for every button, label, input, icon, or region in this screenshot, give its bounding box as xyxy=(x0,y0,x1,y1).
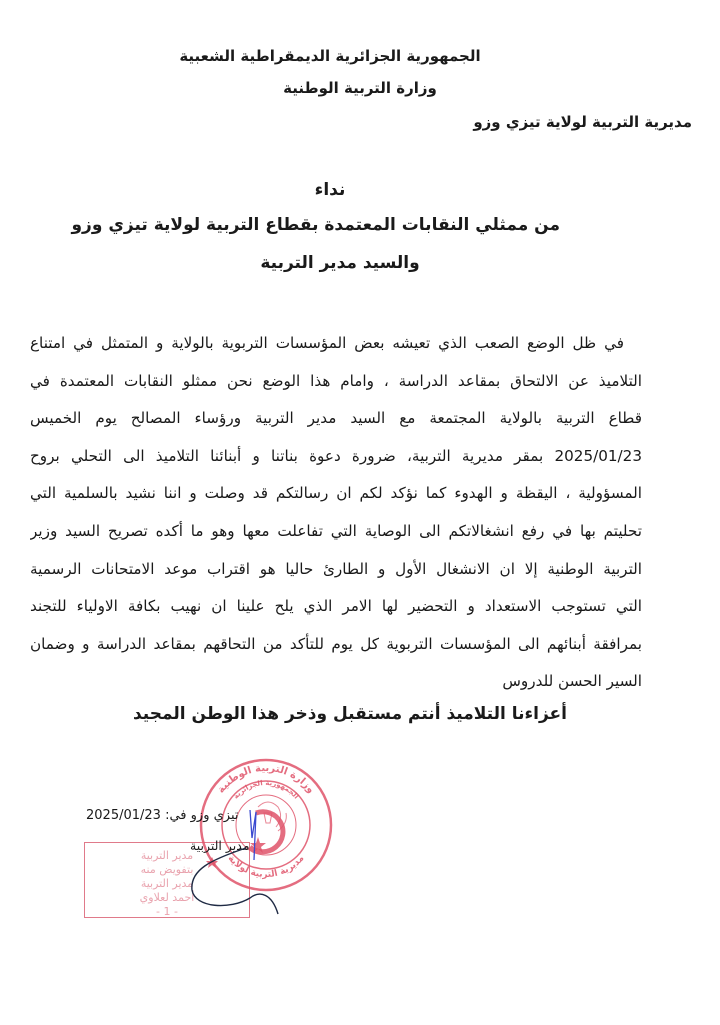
body-line: المسؤولية ، اليقظة و الهدوء كما نؤكد لكم ان رسالتكم قد وصلت و اننا نشيد بالسلمية التي xyxy=(30,484,642,503)
document-heading: نداء xyxy=(314,180,346,200)
stamp-line: مدير التربية xyxy=(140,877,194,890)
signer-title: مدير التربية xyxy=(190,838,250,853)
seal-inner-text: الجمهورية الجزائرية xyxy=(231,778,301,801)
document-title: من ممثلي النقابات المعتمدة بقطاع التربية لولاية تيزي وزو xyxy=(71,215,560,235)
stamp-line: - 1 - xyxy=(156,905,178,918)
document-body xyxy=(30,325,642,701)
stamp-line: مدير التربية xyxy=(140,849,194,862)
header-republic: الجمهورية الجزائرية الديمقراطية الشعبية xyxy=(179,47,481,65)
header-ministry: وزارة التربية الوطنية xyxy=(283,79,437,97)
stamp-line: أحمد لعلاوي xyxy=(139,891,195,904)
body-line: تحليتم بها في رفع انشغالاتكم الى الوصاية التي تفاعلت معها وهو ما أكده تصريح السيد وزير xyxy=(30,521,642,540)
body-line: في ظل الوضع الصعب الذي تعيشه بعض المؤسسات التربوية بالولاية و المتمثل في امتناع xyxy=(30,334,624,352)
place-date: تيزي وزو في: 2025/01/23 xyxy=(86,808,239,823)
seal-outer-text: وزارة التربية الوطنية xyxy=(215,762,317,796)
body-line: السير الحسن للدروس xyxy=(502,672,642,691)
body-line: 2025/01/23 بمقر مديرية التربية، ضرورة دعوة بناتنا و أبنائنا التلاميذ الى التحلي بروح xyxy=(30,446,642,465)
body-line: بمرافقة أبنائهم الى المؤسسات التربوية كل يوم للتأكد من التحاقهم بمقاعد الدراسة و وضمان xyxy=(30,634,642,653)
body-line: التربية الوطنية إلا ان الانشغال الأول و الطارئ حاليا هو اقتراب موعد الامتحانات الرسمية xyxy=(30,559,642,578)
signature-icon xyxy=(100,790,330,930)
body-line: قطاع التربية بالولاية المجتمعة مع السيد مدير التربية ورؤساء المصالح يوم الخميس xyxy=(30,409,642,428)
closing-statement: أعزاءنا التلاميذ أنتم مستقبل وذخر هذا الوطن المجيد xyxy=(132,704,567,724)
body-line: التي تستوجب الاستعداد و التحضير لها الامر الذي يلح علينا ان نهيب بكافة الاولياء للتجند xyxy=(30,597,642,616)
body-line: التلاميذ عن الالتحاق بمقاعد الدراسة ، وامام هذا الوضع نحن ممثلو النقابات المعتمدة في xyxy=(30,371,642,390)
header-directorate: مديرية التربية لولاية تيزي وزو xyxy=(473,113,692,131)
stamp-line: بتفويض منه xyxy=(140,863,194,876)
seal-bottom-text: مديرية التربية لولاية xyxy=(225,853,307,881)
document-subtitle: والسيد مدير التربية xyxy=(260,253,420,273)
